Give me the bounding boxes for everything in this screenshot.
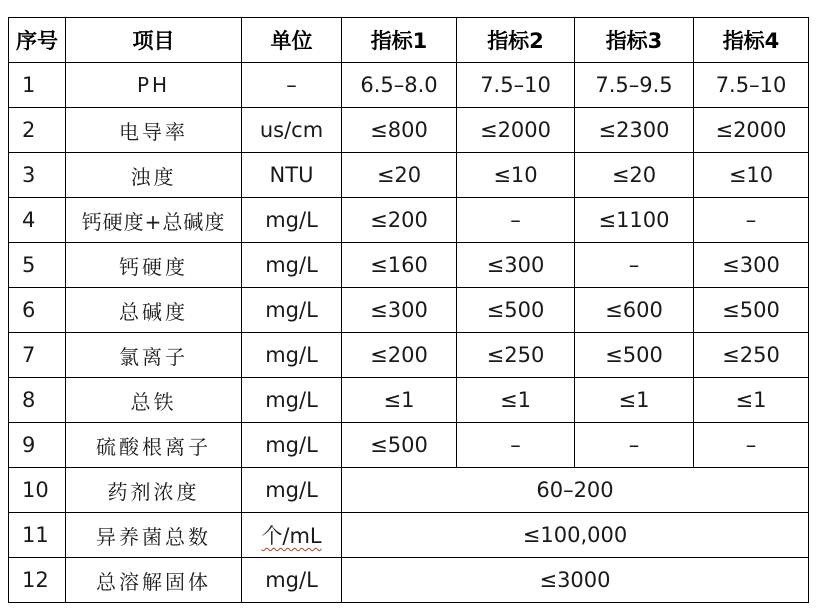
row-index-1: ≤200 bbox=[342, 333, 457, 378]
row-unit: NTU bbox=[242, 153, 342, 198]
table-row bbox=[9, 468, 809, 513]
row-item: 总铁 bbox=[66, 378, 242, 423]
table-row bbox=[9, 513, 809, 558]
row-no: 10 bbox=[9, 468, 66, 513]
row-no: 5 bbox=[9, 243, 66, 288]
row-index-4: – bbox=[694, 423, 809, 468]
row-index-2: ≤500 bbox=[457, 288, 575, 333]
row-index-4: – bbox=[694, 198, 809, 243]
row-unit-text: 个/mL bbox=[261, 524, 322, 548]
row-index-4: ≤10 bbox=[694, 153, 809, 198]
row-index-4: ≤2000 bbox=[694, 108, 809, 153]
row-item: 硫酸根离子 bbox=[66, 423, 242, 468]
header-unit: 单位 bbox=[242, 18, 342, 63]
row-index-4: ≤500 bbox=[694, 288, 809, 333]
row-index-1: ≤160 bbox=[342, 243, 457, 288]
row-item: 总溶解固体 bbox=[66, 558, 242, 603]
row-index-2: ≤1 bbox=[457, 378, 575, 423]
row-unit: mg/L bbox=[242, 198, 342, 243]
row-index-3: ≤2300 bbox=[575, 108, 694, 153]
table-row bbox=[9, 423, 809, 468]
row-index-3: ≤600 bbox=[575, 288, 694, 333]
row-no: 3 bbox=[9, 153, 66, 198]
row-item: 钙硬度 bbox=[66, 243, 242, 288]
row-index-1: ≤800 bbox=[342, 108, 457, 153]
table-row bbox=[9, 558, 809, 603]
row-unit bbox=[242, 513, 342, 558]
row-unit: mg/L bbox=[242, 288, 342, 333]
row-item: 异养菌总数 bbox=[66, 513, 242, 558]
row-merged-value: ≤3000 bbox=[342, 558, 809, 603]
row-item: 浊度 bbox=[66, 153, 242, 198]
table-row bbox=[9, 153, 809, 198]
row-index-4: ≤250 bbox=[694, 333, 809, 378]
table-row bbox=[9, 243, 809, 288]
row-index-2: ≤250 bbox=[457, 333, 575, 378]
header-index-3: 指标3 bbox=[575, 18, 694, 63]
row-index-2: ≤300 bbox=[457, 243, 575, 288]
row-unit: mg/L bbox=[242, 423, 342, 468]
row-no: 7 bbox=[9, 333, 66, 378]
header-no: 序号 bbox=[9, 18, 66, 63]
table-row bbox=[9, 198, 809, 243]
row-unit: mg/L bbox=[242, 333, 342, 378]
row-index-3: ≤20 bbox=[575, 153, 694, 198]
header-row bbox=[9, 18, 809, 63]
row-unit: us/cm bbox=[242, 108, 342, 153]
row-no: 9 bbox=[9, 423, 66, 468]
row-index-3: – bbox=[575, 423, 694, 468]
row-no: 6 bbox=[9, 288, 66, 333]
row-index-3: – bbox=[575, 243, 694, 288]
row-unit: mg/L bbox=[242, 243, 342, 288]
row-item: 总碱度 bbox=[66, 288, 242, 333]
row-index-2: – bbox=[457, 198, 575, 243]
row-index-2: ≤2000 bbox=[457, 108, 575, 153]
row-index-1: ≤1 bbox=[342, 378, 457, 423]
row-unit: – bbox=[242, 63, 342, 108]
table-row bbox=[9, 63, 809, 108]
row-index-1: ≤200 bbox=[342, 198, 457, 243]
row-index-2: ≤10 bbox=[457, 153, 575, 198]
row-merged-value: 60–200 bbox=[342, 468, 809, 513]
row-no: 2 bbox=[9, 108, 66, 153]
row-item: PH bbox=[66, 63, 242, 108]
water-quality-index-table bbox=[8, 17, 809, 603]
row-item: 钙硬度+总碱度 bbox=[66, 198, 242, 243]
header-item: 项目 bbox=[66, 18, 242, 63]
row-index-1: ≤500 bbox=[342, 423, 457, 468]
row-index-4: ≤300 bbox=[694, 243, 809, 288]
row-index-3: ≤500 bbox=[575, 333, 694, 378]
row-index-1: 6.5–8.0 bbox=[342, 63, 457, 108]
row-index-1: ≤300 bbox=[342, 288, 457, 333]
row-index-3: 7.5–9.5 bbox=[575, 63, 694, 108]
row-index-2: 7.5–10 bbox=[457, 63, 575, 108]
row-index-2: – bbox=[457, 423, 575, 468]
table-row bbox=[9, 333, 809, 378]
row-index-3: ≤1100 bbox=[575, 198, 694, 243]
row-no: 11 bbox=[9, 513, 66, 558]
table-row bbox=[9, 288, 809, 333]
row-item: 氯离子 bbox=[66, 333, 242, 378]
row-unit: mg/L bbox=[242, 468, 342, 513]
row-no: 4 bbox=[9, 198, 66, 243]
row-item: 药剂浓度 bbox=[66, 468, 242, 513]
row-no: 12 bbox=[9, 558, 66, 603]
row-item: 电导率 bbox=[66, 108, 242, 153]
table-row bbox=[9, 108, 809, 153]
row-no: 1 bbox=[9, 63, 66, 108]
row-index-4: 7.5–10 bbox=[694, 63, 809, 108]
row-unit: mg/L bbox=[242, 378, 342, 423]
row-no: 8 bbox=[9, 378, 66, 423]
row-index-1: ≤20 bbox=[342, 153, 457, 198]
row-index-4: ≤1 bbox=[694, 378, 809, 423]
row-unit: mg/L bbox=[242, 558, 342, 603]
header-index-2: 指标2 bbox=[457, 18, 575, 63]
row-merged-value: ≤100,000 bbox=[342, 513, 809, 558]
header-index-1: 指标1 bbox=[342, 18, 457, 63]
table-row bbox=[9, 378, 809, 423]
row-index-3: ≤1 bbox=[575, 378, 694, 423]
header-index-4: 指标4 bbox=[694, 18, 809, 63]
